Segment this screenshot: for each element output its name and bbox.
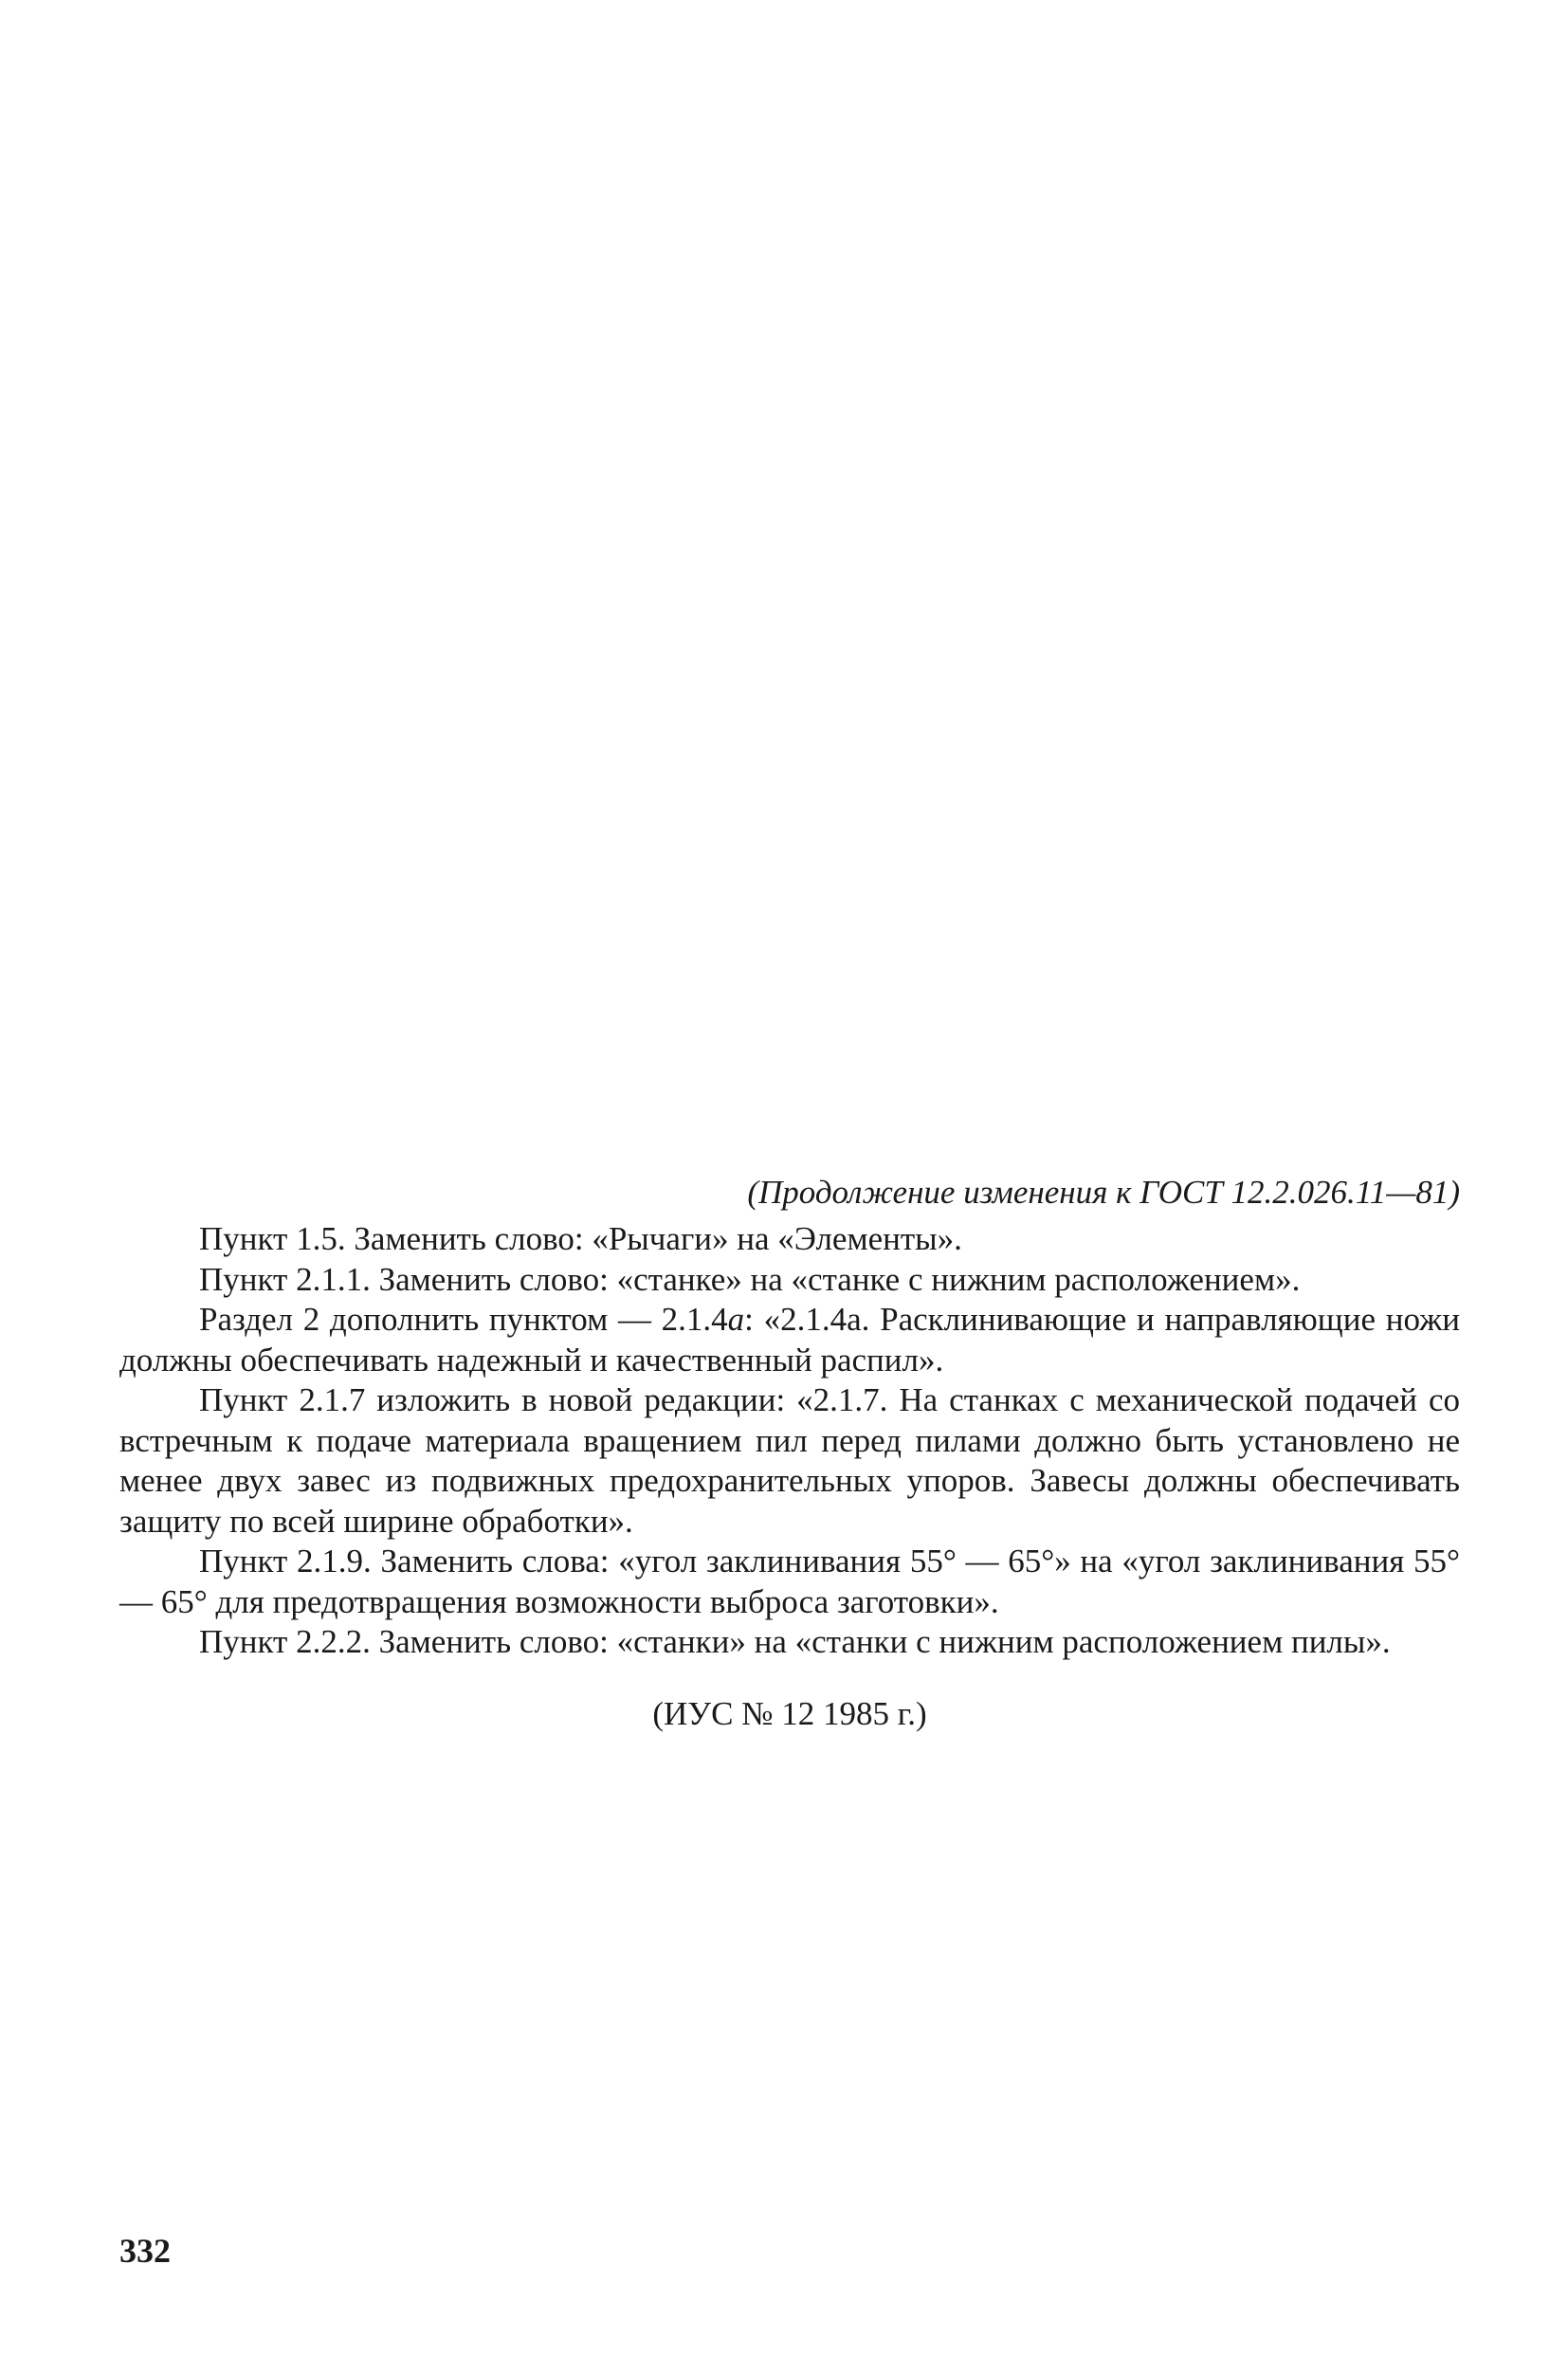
amendment-text (119, 1219, 1460, 1663)
paragraph-section-2-rest: : «2.1.4а. Расклинивающие и направляющие ножи должны обеспечивать надежный и качественный распил». (119, 1301, 1460, 1379)
continuation-heading: (Продолжение изменения к ГОСТ 12.2.026.11—81) (747, 1174, 1460, 1211)
paragraph-2-1-7: Пункт 2.1.7 изложить в новой редакции: «2.1.7. На станках с механической подачей со встречным к подаче материала вращением пил перед пилами должно быть установлено не менее двух завес из подвижных предохранительных упоров. Завесы должны обеспечивать защиту по всей ширине обработки». (119, 1381, 1460, 1540)
paragraph-section-2-emphasis: а (727, 1301, 745, 1338)
source-reference: (ИУС № 12 1985 г.) (652, 1695, 927, 1732)
paragraph-1-5: Пункт 1.5. Заменить слово: «Рычаги» на «Элементы». (199, 1220, 962, 1257)
paragraph-2-1-1: Пункт 2.1.1. Заменить слово: «станке» на «станке с нижним расположением». (199, 1260, 1301, 1298)
page-number: 332 (119, 2232, 171, 2270)
paragraph-2-1-9: Пункт 2.1.9. Заменить слова: «угол заклинивания 55° — 65°» на «угол заклинивания 55° — 65° для предотвращения возможности выброса заготовки». (119, 1543, 1460, 1620)
paragraph-section-2-lead: Раздел 2 дополнить пунктом — 2.1.4 (199, 1301, 728, 1338)
paragraph-section-2 (119, 1300, 1460, 1380)
paragraph-2-2-2: Пункт 2.2.2. Заменить слово: «станки» на «станки с нижним расположением пилы». (199, 1623, 1391, 1660)
